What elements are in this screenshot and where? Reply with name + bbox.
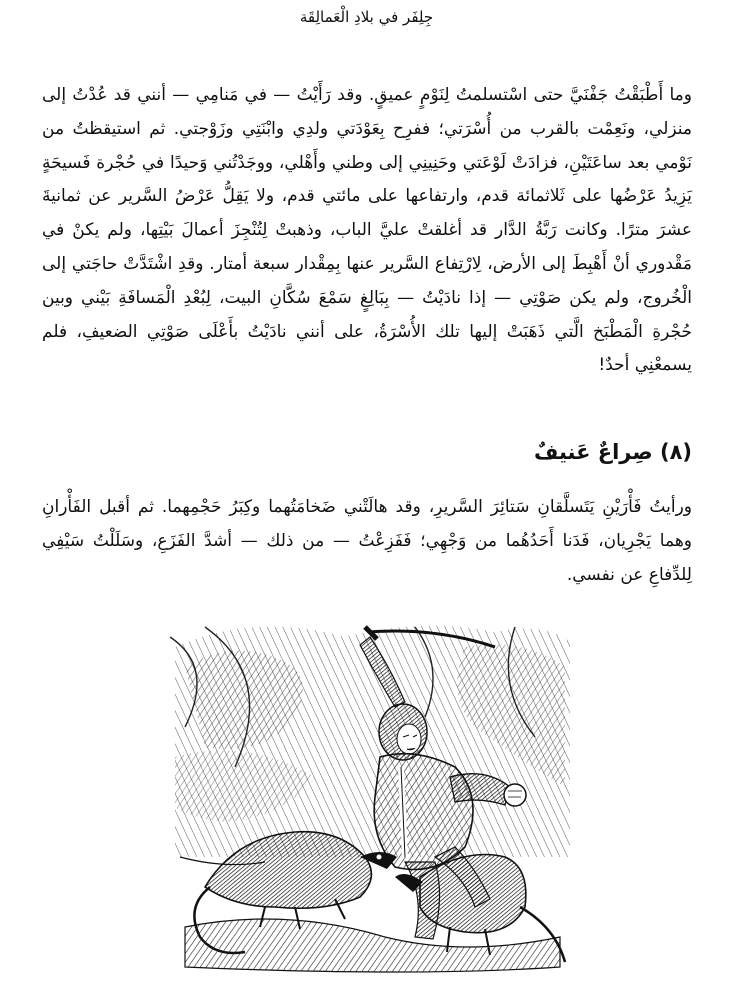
paragraph-1: وما أَطْبَقْتُ جَفْنَيَّ حتى اسْتسلمتُ لِنَوْمٍ عميقٍ. وقد رَأَيْتُ — في مَنامِي — أنني قد عُدْتُ إلى منزلي، ونَعِمْت بالقرب من أُسْرَتي؛ ففرِح بِعَوْدَتي ولدِي وابْنَتِي وزَوْجتي. ثم استيقظتُ من نَوْمي بعد ساعَتَيْنِ، فزادَتْ لَوْعَتي وحَنِينِي إلى وطني وأَهْلي، ووجَدْتُني وَحيدًا في حُجْرة فَسيحَةٍ يَزِيدُ عَرْضُها على ثَلاثمائة قدم، وارتفاعها على مائتي قدم، ولا يَقِلُّ عَرْضُ السَّرير عن ثمانيةَ عشرَ مترًا. وكانت رَبَّةُ الدَّار قد أغلقتْ عليَّ الباب، وذهبتْ لِتُنْجِزَ أعمالَ بَيْتِها، ولم يكنْ في مَقْدوري أنْ أَهْبِطَ إلى الأرض، لِارْتِفاع السَّرير عنها بِمِقْدار سبعة أمتار. وقدِ اشْتَدَّتْ حاجَتي إلى الْخُروج، ولم يكن صَوْتِي — إذا نادَيْتُ — بِبَالِغٍ سَمْعَ سُكَّانِ البيت، لِبُعْدِ الْمَسافَةِ بَيْني وبين حُجْرةِ الْمَطْبَخ الَّتي ذَهَبَتْ إليها تلك الأُسْرَةُ، على أنني نادَيْتُ بأَعْلَى صَوْتِي الضعيفِ، فلم يسمعْنِي أحدٌ! bbox=[42, 85, 692, 376]
running-header: جِلِفَر في بلادِ الْعَمالِقَة bbox=[299, 8, 434, 26]
illustration-engraving bbox=[165, 607, 577, 977]
paragraph-2: ورأيتُ فَأْرَيْنِ يَتَسلَّقانِ سَتائِرَ السَّريرِ، وقد هالَتْني ضَخامَتُهما وكِبَرُ حَجْمِهما. ثم أقبل الفَأْرانِ وهما يَجْرِيان، فَدَنا أَحَدُهُما من وَجْهِي؛ فَفَزِعْتُ — من ذلك — أشدَّ الفَزَعِ، وسَلَلْتُ سَيْفِي لِلدِّفاعِ عن نفسي. bbox=[42, 497, 692, 585]
section-heading: (٨) صِراعٌ عَنيفٌ bbox=[533, 440, 692, 465]
